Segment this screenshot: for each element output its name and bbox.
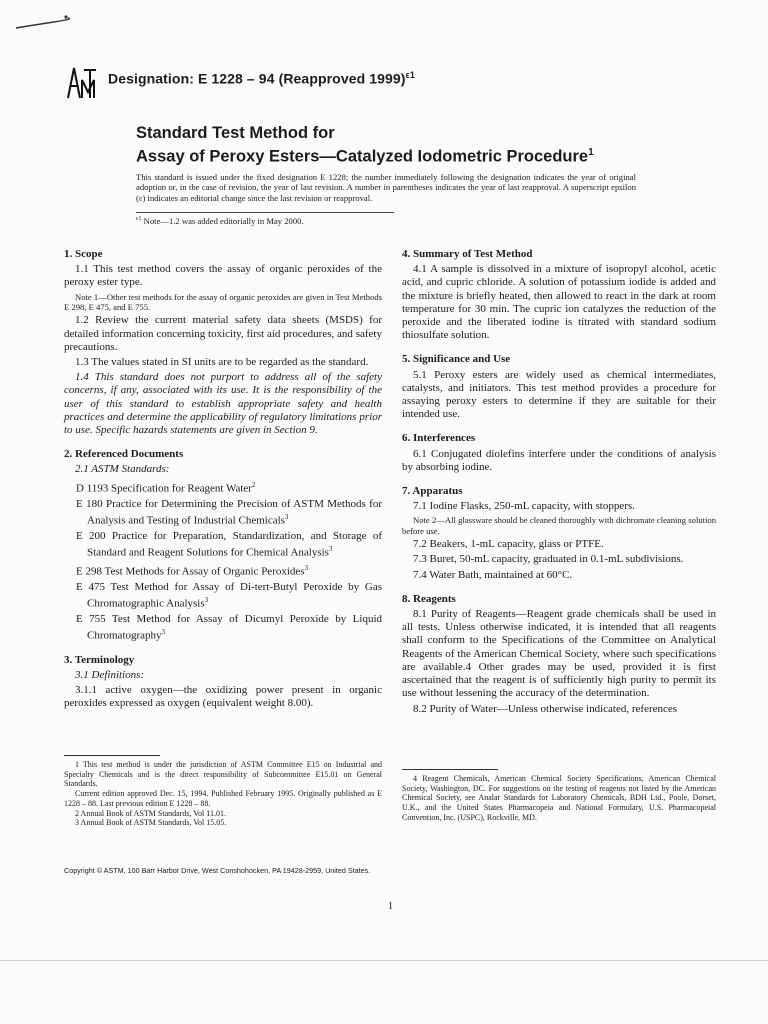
footnotes-right — [402, 774, 716, 823]
intro-divider — [136, 212, 394, 213]
paragraph-1-1: 1.1 This test method covers the assay of organic peroxides of the peroxy ester type. — [64, 263, 382, 289]
paragraph-6-1: 6.1 Conjugated diolefins interfere under the conditions of analysis by absorbing iodine. — [402, 447, 716, 473]
section-heading-terminology: 3. Terminology — [64, 653, 135, 666]
section-heading-interferences: 6. Interferences — [402, 432, 476, 445]
scan-edge — [0, 960, 768, 961]
title-line-2: Assay of Peroxy Esters—Catalyzed Iodometric Procedure$^1$ — [136, 147, 594, 166]
page-number: 1 — [388, 901, 393, 912]
paragraph-1-4: 1.4 This standard does not purport to address all of the safety concerns, if any, associated with its use. It is the responsibility of the user of this standard to establish appropriate safety and health practices and determine the applicability of regulatory limitations prior to use. Specific hazards statements are given in Section 9. — [64, 371, 382, 437]
page-title — [136, 124, 594, 167]
reference-item: E 755 Test Method for Assay of Dicumyl Peroxide by Liquid Chromatography$^3$ — [76, 612, 382, 642]
pen-mark-decoration — [14, 12, 70, 34]
right-column — [402, 248, 716, 718]
reference-item: D 1193 Specification for Reagent Water$^2$ — [76, 480, 256, 495]
footnote-divider-right — [402, 769, 498, 770]
paragraph-7-3: 7.3 Buret, 50-mL capacity, graduated in 0.1-mL subdivisions. — [413, 553, 684, 566]
reference-item: E 200 Practice for Preparation, Standardization, and Storage of Standard and Reagent Solutions for Chemical Analysis$^3$ — [76, 529, 382, 559]
paragraph-7-2: 7.2 Beakers, 1-mL capacity, glass or PTFE. — [413, 538, 604, 551]
section-heading-significance: 5. Significance and Use — [402, 353, 511, 366]
paragraph-2-1: 2.1 ASTM Standards: — [75, 463, 170, 476]
paragraph-7-4: 7.4 Water Bath, maintained at 60°C. — [413, 568, 573, 581]
section-heading-referenced-documents: 2. Referenced Documents — [64, 448, 184, 461]
logo-text: ASTM — [64, 64, 67, 65]
paragraph-7-1: 7.1 Iodine Flasks, 250-mL capacity, with stoppers. — [413, 500, 635, 513]
section-heading-apparatus: 7. Apparatus — [402, 485, 463, 498]
title-line-1: Standard Test Method for — [136, 124, 335, 142]
left-column — [64, 248, 382, 712]
footnote-3: 3 Annual Book of ASTM Standards, Vol 15.05. — [75, 818, 227, 828]
astm-logo-icon — [64, 64, 100, 102]
footnote-1: 1 This test method is under the jurisdiction of ASTM Committee E15 on Industrial and Specialty Chemicals and is the direct responsibility of Subcommittee E15.01 on General Standards. — [64, 760, 382, 789]
paragraph-1-2: 1.2 Review the current material safety data sheets (MSDS) for detailed information concerning toxicity, first aid procedures, and safety precautions. — [64, 314, 382, 353]
section-heading-reagents: 8. Reagents — [402, 592, 456, 605]
copyright-notice: Copyright © ASTM, 100 Barr Harbor Drive, West Conshohocken, PA 19428-2959, United States. — [64, 866, 371, 875]
paragraph-4-1: 4.1 A sample is dissolved in a mixture of isopropyl alcohol, acetic acid, and cupric chloride. A solution of potassium iodide is added and the mixture is briefly heated, then allowed to react in the dark at room temperature for 30 min. The cupric ion catalyzes the reduction of the peroxide and the liberated iodine is titrated with standard sodium thiosulfate solution. — [402, 263, 716, 342]
designation: Designation: E 1228 – 94 (Reapproved 1999)$^{\varepsilon 1}$ — [108, 70, 416, 87]
paragraph-8-2: 8.2 Purity of Water—Unless otherwise indicated, references — [413, 702, 678, 715]
footnotes-left — [64, 760, 382, 828]
reference-item: E 298 Test Methods for Assay of Organic Peroxides$^3$ — [76, 563, 309, 578]
paragraph-8-1: 8.1 Purity of Reagents—Reagent grade chemicals shall be used in all tests. Unless otherwise indicated, it is intended that all reagents shall conform to the Specifications of the Committee on Analytical Reagents of the American Chemical Society, where such specifications are available.4 Other grades may be used, provided it is first ascertained that the reagent is of sufficiently high purity to permit its use without lessening the accuracy of the determination. — [402, 608, 716, 700]
footnote-1-edition: Current edition approved Dec. 15, 1994. Published February 1995. Originally published as E 1228 – 88. Last previous edition E 1228 – 88. — [64, 789, 382, 808]
section-heading-summary: 4. Summary of Test Method — [402, 248, 533, 260]
paragraph-3-1: 3.1 Definitions: — [75, 668, 145, 681]
reference-item: E 475 Test Method for Assay of Di-tert-Butyl Peroxide by Gas Chromatographic Analysis$^3$ — [76, 580, 382, 610]
note-1: Note 1—Other test methods for the assay of organic peroxides are given in Test Methods E 298, E 475, and E 755. — [64, 291, 382, 313]
reference-item: E 180 Practice for Determining the Precision of ASTM Methods for Analysis and Testing of Industrial Chemicals$^3$ — [76, 497, 382, 527]
paragraph-1-3: 1.3 The values stated in SI units are to be regarded as the standard. — [75, 356, 369, 369]
footnote-divider-left — [64, 755, 160, 756]
section-heading-scope: 1. Scope — [64, 248, 103, 260]
paragraph-5-1: 5.1 Peroxy esters are widely used as chemical intermediates, catalysts, and initiators. This test method provides a procedure for assaying peroxy esters to determine if they are suitable for their intended use. — [402, 368, 716, 421]
editorial-note: $^{\varepsilon 1}$ Note—1.2 was added editorially in May 2000. — [136, 216, 304, 226]
intro-paragraph: This standard is issued under the fixed designation E 1228; the number immediately following the designation indicates the year of original adoption or, in the case of revision, the year of last revision. A number in parentheses indicates the year of last reapproval. A superscript epsilon (ε) indicates an editorial change since the last revision or reapproval. — [136, 172, 636, 203]
paragraph-3-1-1: 3.1.1 active oxygen—the oxidizing power present in organic peroxides expressed as oxygen (equivalent weight 8.00). — [64, 684, 382, 710]
footnote-2: 2 Annual Book of ASTM Standards, Vol 11.01. — [75, 808, 226, 818]
footnote-4: 4 Reagent Chemicals, American Chemical Society Specifications, American Chemical Society, Washington, DC. For suggestions on the testing of reagents not listed by the American Chemical Society, see Analar Standards for Laboratory Chemicals, BDH Ltd., Poole, Dorset, U.K., and the United States Pharmacopeia and National Formulary, U.S. Pharmacopeial Convention, Inc. (USPC), Rockville, MD. — [402, 774, 716, 822]
note-2: Note 2—All glassware should be cleaned thoroughly with dichromate cleaning solution before use. — [402, 515, 716, 536]
